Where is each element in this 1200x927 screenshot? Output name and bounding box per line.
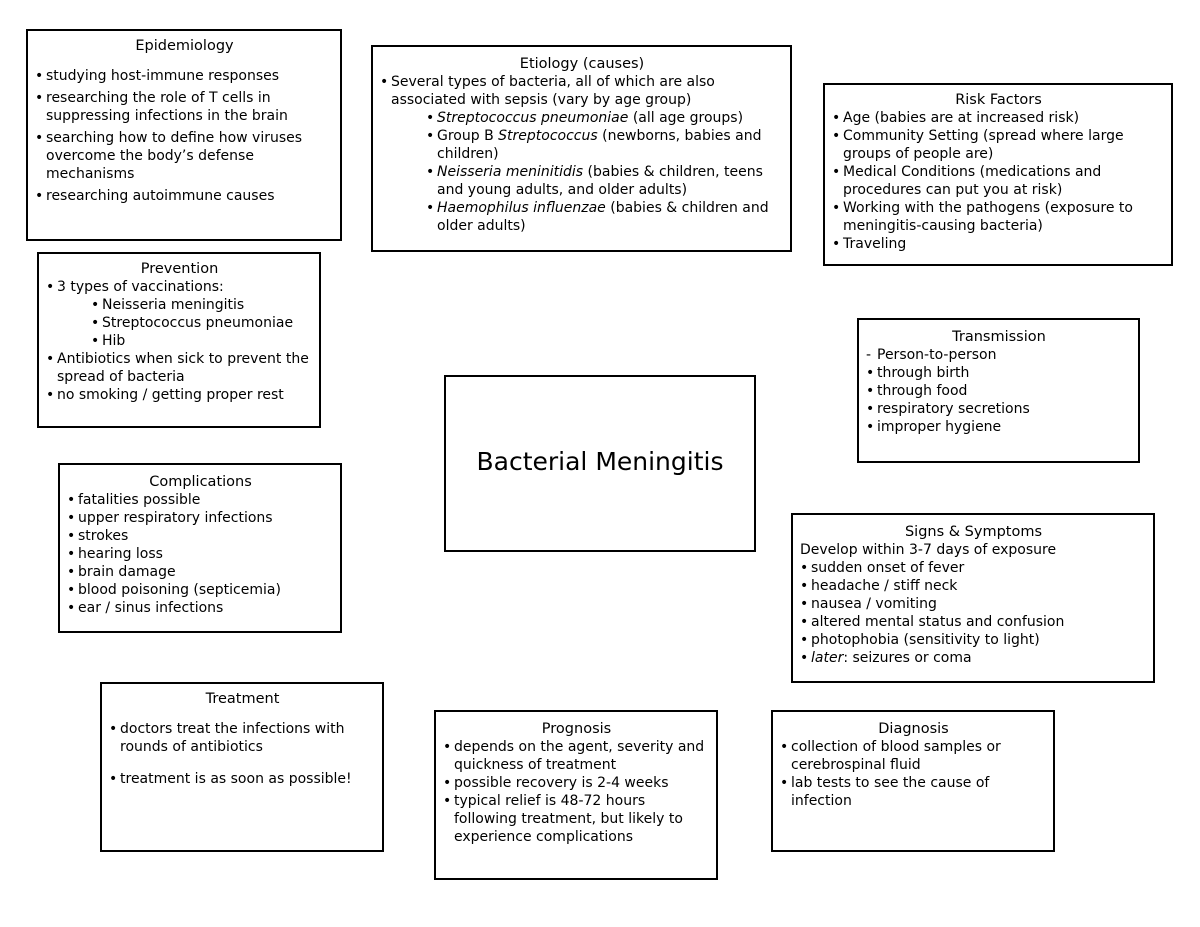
list-item: • Traveling — [832, 235, 1165, 253]
list-item: • Antibiotics when sick to prevent the spread of bacteria — [46, 350, 313, 386]
list-item: • researching the role of T cells in suppressing infections in the brain — [35, 89, 334, 125]
list-item: • Streptococcus pneumoniae — [91, 314, 313, 332]
list-item: • lab tests to see the cause of infection — [780, 774, 1047, 810]
list-item: • brain damage — [67, 563, 334, 581]
list-item: • photophobia (sensitivity to light) — [800, 631, 1147, 649]
treatment-title: Treatment — [205, 691, 280, 707]
list-item: • sudden onset of fever — [800, 559, 1147, 577]
list-item: • collection of blood samples or cerebrospinal fluid — [780, 738, 1047, 774]
prognosis-title: Prognosis — [541, 721, 612, 737]
list-item: • Neisseria meningitis — [91, 296, 313, 314]
list-item: • studying host-immune responses — [35, 67, 334, 85]
risk-factors-title: Risk Factors — [955, 92, 1042, 108]
list-item: • Community Setting (spread where large groups of people are) — [832, 127, 1165, 163]
prevention-title: Prevention — [140, 261, 219, 277]
list-item: • respiratory secretions — [866, 400, 1132, 418]
list-item: • possible recovery is 2-4 weeks — [443, 774, 710, 792]
list-item: • Working with the pathogens (exposure to meningitis-causing bacteria) — [832, 199, 1165, 235]
risk-factors-box — [823, 83, 1173, 266]
transmission-title: Transmission — [952, 329, 1046, 345]
list-item: • no smoking / getting proper rest — [46, 386, 313, 404]
signs-symptoms-title: Signs & Symptoms — [904, 524, 1043, 540]
list-item: • headache / stiff neck — [800, 577, 1147, 595]
list-item: • hearing loss — [67, 545, 334, 563]
epidemiology-title: Epidemiology — [135, 38, 234, 54]
prognosis-box — [434, 710, 718, 880]
list-item: • Streptococcus pneumoniae (all age groups) — [426, 109, 784, 127]
list-item: • strokes — [67, 527, 334, 545]
list-item: • Age (babies are at increased risk) — [832, 109, 1165, 127]
list-item: • Group B Streptococcus (newborns, babies and children) — [426, 127, 784, 163]
list-item: - Person-to-person — [866, 346, 1132, 364]
list-item: • upper respiratory infections — [67, 509, 334, 527]
complications-box — [58, 463, 342, 633]
list-item: • Haemophilus influenzae (babies & children and older adults) — [426, 199, 784, 235]
complications-title: Complications — [149, 474, 252, 490]
treatment-box — [100, 682, 384, 852]
etiology-box — [371, 45, 792, 252]
list-item: • ear / sinus infections — [67, 599, 334, 617]
list-item: • treatment is as soon as possible! — [109, 770, 376, 788]
signs-symptoms-box — [791, 513, 1155, 683]
center-topic-title: Bacterial Meningitis — [476, 447, 724, 476]
epidemiology-box — [26, 29, 342, 241]
list-item: • Neisseria meninitidis (babies & children, teens and young adults, and older adults) — [426, 163, 784, 199]
list-item: • later: seizures or coma — [800, 649, 1147, 667]
diagnosis-box — [771, 710, 1055, 852]
signs-symptoms-intro: Develop within 3-7 days of exposure — [800, 542, 1057, 558]
list-item: • researching autoimmune causes — [35, 187, 334, 205]
diagnosis-title: Diagnosis — [878, 721, 949, 737]
list-item: • typical relief is 48-72 hours following treatment, but likely to experience complications — [443, 792, 710, 846]
list-item: • through food — [866, 382, 1132, 400]
etiology-title: Etiology (causes) — [519, 56, 645, 72]
list-item: • Medical Conditions (medications and procedures can put you at risk) — [832, 163, 1165, 199]
center-topic-box — [444, 375, 756, 552]
list-item: • improper hygiene — [866, 418, 1132, 436]
list-item: • depends on the agent, severity and quickness of treatment — [443, 738, 710, 774]
list-item: • nausea / vomiting — [800, 595, 1147, 613]
list-item: • blood poisoning (septicemia) — [67, 581, 334, 599]
list-item: • altered mental status and confusion — [800, 613, 1147, 631]
etiology-intro: • Several types of bacteria, all of which are also associated with sepsis (vary by age group) — [380, 73, 784, 109]
list-item: • Hib — [91, 332, 313, 350]
transmission-box — [857, 318, 1140, 463]
list-item: • searching how to define how viruses overcome the body’s defense mechanisms — [35, 129, 334, 183]
list-item: • through birth — [866, 364, 1132, 382]
list-item: • doctors treat the infections with rounds of antibiotics — [109, 720, 376, 756]
list-item: • fatalities possible — [67, 491, 334, 509]
prevention-box — [37, 252, 321, 428]
list-item: • 3 types of vaccinations: — [46, 278, 313, 296]
